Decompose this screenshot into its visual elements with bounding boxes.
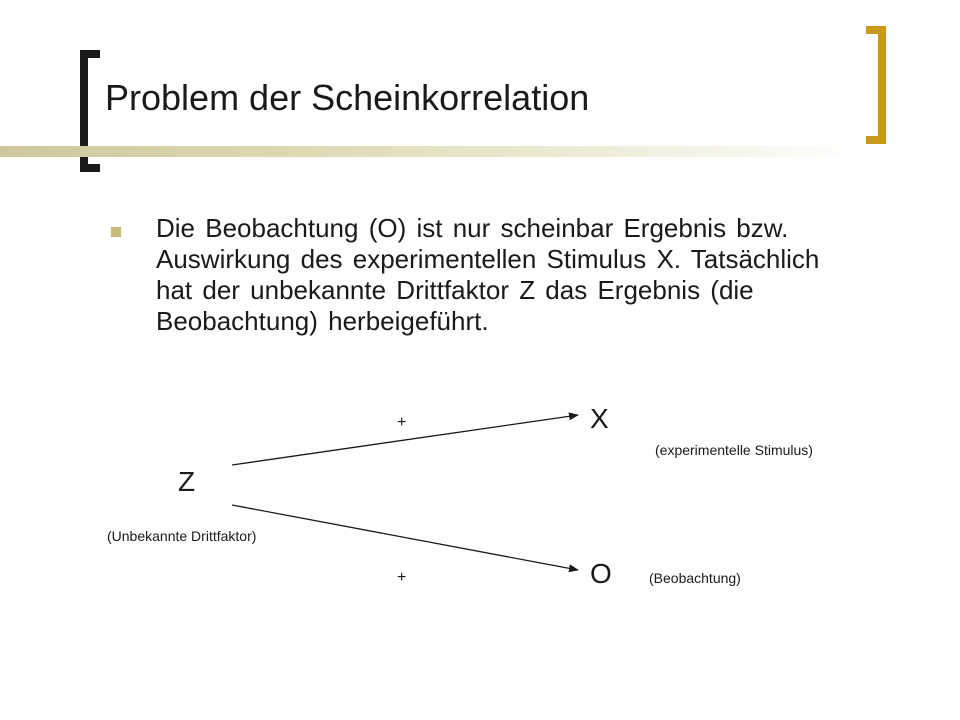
node-z-caption: (Unbekannte Drittfaktor)	[107, 528, 257, 544]
node-x-label: X	[590, 403, 609, 434]
node-x-caption: (experimentelle Stimulus)	[655, 442, 813, 458]
edge-bottom-sign: +	[397, 569, 407, 586]
arrow-z-to-o	[232, 505, 578, 570]
node-o-caption: (Beobachtung)	[649, 570, 741, 586]
edge-top-sign: +	[397, 414, 407, 431]
node-o-label: O	[590, 558, 612, 589]
slide-title: Problem der Scheinkorrelation	[105, 77, 590, 118]
bullet-text: Die Beobachtung (O) ist nur scheinbar Ergebnis bzw. Auswirkung des experimentellen Stimulus X. Tatsächlich hat der unbekannte Drittfaktor Z das Ergebnis (die Beobachtung) herbeigeführt.	[156, 213, 820, 336]
node-z-label: Z	[178, 466, 196, 497]
